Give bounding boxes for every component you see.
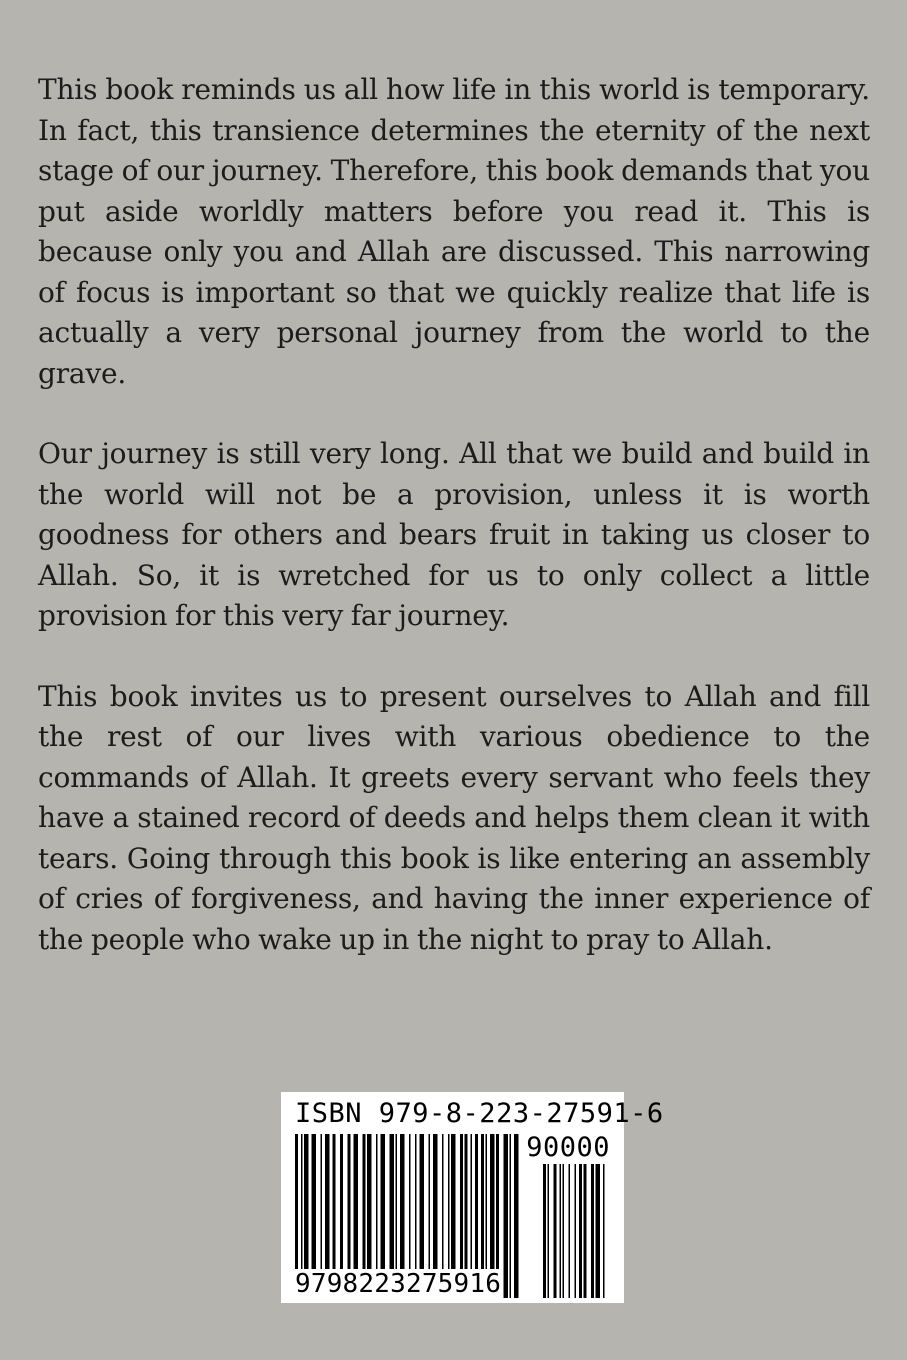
addon-barcode-bar: [575, 1164, 577, 1298]
addon-barcode-bar: [579, 1164, 582, 1298]
price-code: 90000: [526, 1132, 610, 1163]
isbn-barcode: [281, 1092, 664, 1303]
main-barcode-bar: [510, 1134, 512, 1298]
addon-barcode-bar: [596, 1164, 601, 1298]
blurb-paragraph-3: This book invites us to present ourselves to Allah and fill the rest of our lives with various obedience to the commands of Allah. It greets every servant who feels they have a stained record of deeds and helps them clean it with tears. Going through this book is like entering an assembly of cries of forgiveness, and having the inner experience of the people who wake up in the night to pray to Allah.: [38, 679, 870, 956]
addon-barcode-bar: [560, 1164, 562, 1298]
blurb-paragraph-1: This book reminds us all how life in this world is temporary. In fact, this transience determines the eternity of the next stage of our journey. Therefore, this book demands that you put aside worldly matters before you read it. This is because only you and Allah are discussed. This narrowing of focus is important so that we quickly realize that life is actually a very personal journey from the world to the grave.: [38, 73, 870, 390]
addon-barcode-bar: [569, 1164, 571, 1298]
addon-barcode-bar: [548, 1164, 550, 1298]
addon-barcode-bar: [543, 1164, 546, 1298]
addon-barcode-bar: [584, 1164, 587, 1298]
addon-barcode-bar: [591, 1164, 594, 1298]
blurb-paragraph-2: Our journey is still very long. All that we build and build in the world will not be a provision, unless it is worth goodness for others and bears fruit in taking us closer to Allah. So, it is wretched for us to only collect a little provision for this very far journey.: [38, 437, 870, 632]
back-cover-blurb: [38, 70, 870, 1000]
addon-barcode-bar: [554, 1164, 557, 1298]
main-barcode-bar: [504, 1134, 509, 1298]
addon-barcode-bar: [603, 1164, 605, 1298]
main-barcode-bar: [514, 1134, 519, 1298]
isbn-label: ISBN 979-8-223-27591-6: [295, 1098, 664, 1129]
barcode-digits: 9798223275916: [295, 1269, 502, 1299]
addon-barcode-bar: [563, 1164, 565, 1298]
